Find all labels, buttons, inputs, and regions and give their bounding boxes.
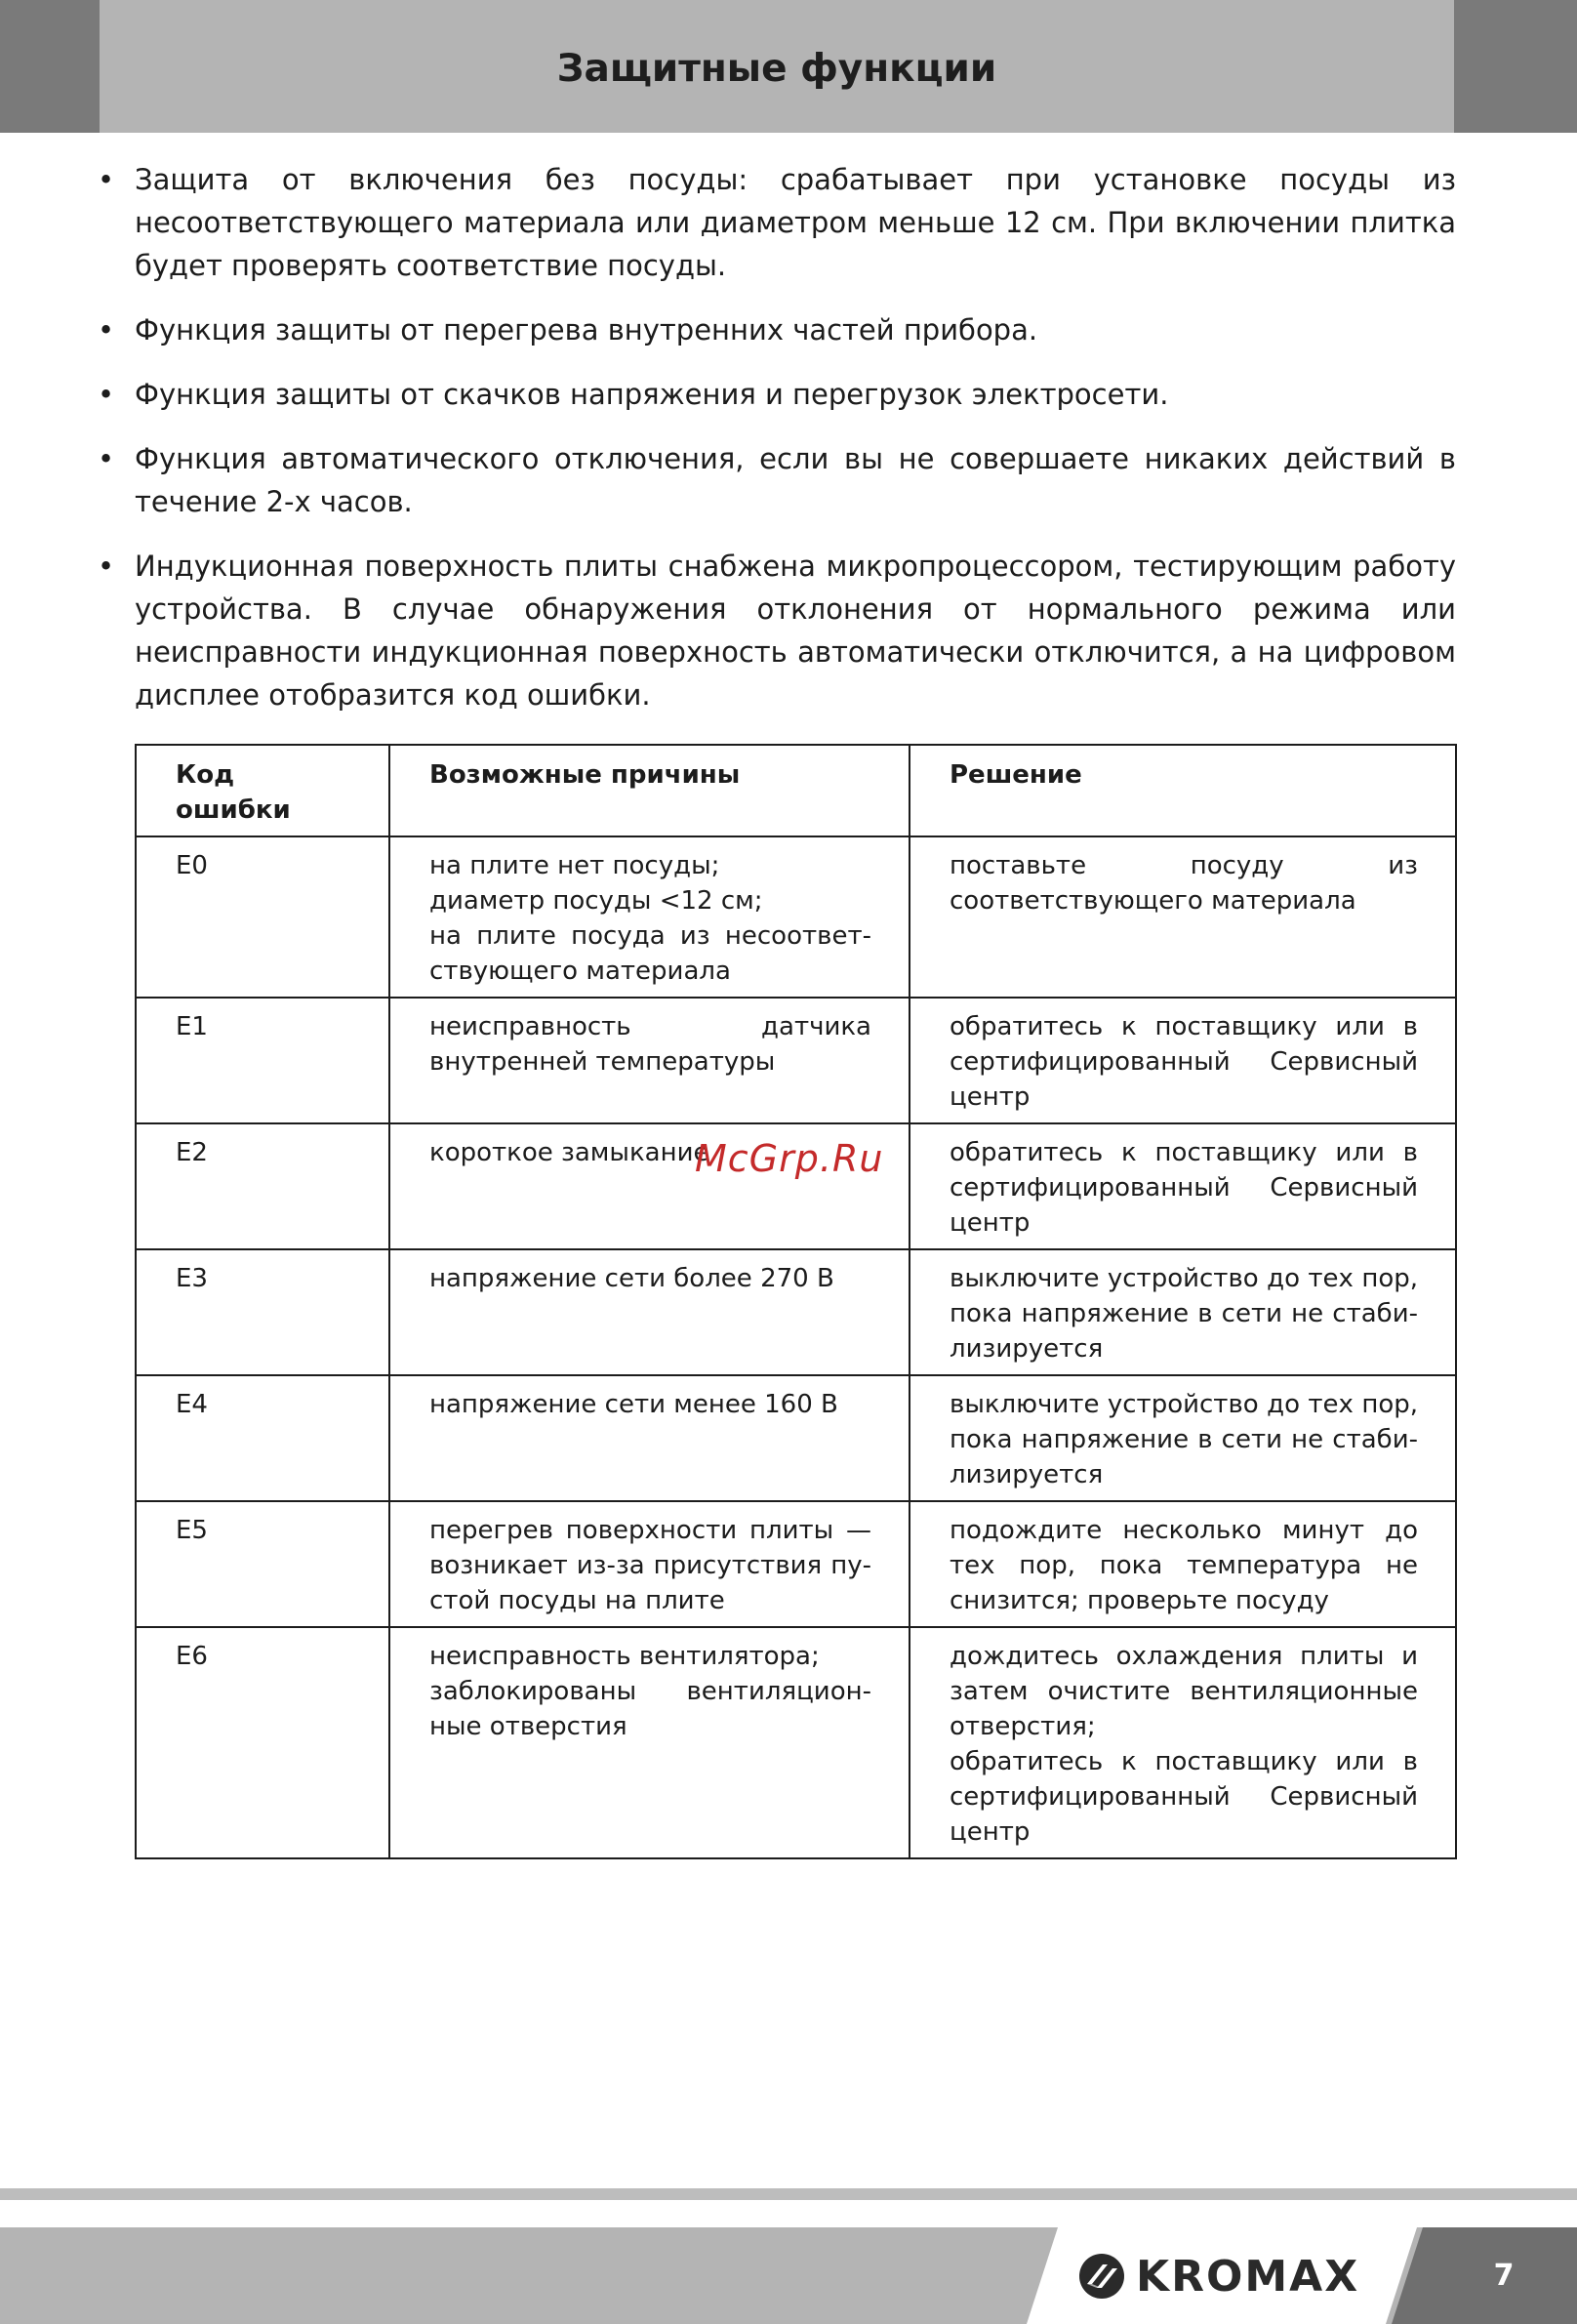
main-content [96, 158, 1456, 738]
causes-cell: напряжение сети менее 160 В [389, 1375, 910, 1501]
page-title: Защитные функции [556, 47, 997, 91]
column-header-causes: Возможные причины [389, 745, 910, 836]
watermark-text: McGrp.Ru [695, 1137, 884, 1180]
list-item: • Функция защиты от скачков напряжения и перегрузок электросети. [96, 373, 1456, 416]
table-header-row [136, 745, 1456, 836]
list-item: • Защита от включения без посуды: срабатывает при установке посуды из несоответствующего материала или диаметром меньше 12 см. При включении плитка будет проверять соответствие посуды. [96, 158, 1456, 287]
solution-cell: дождитесь охлаждения плиты и затем очистите вентиляционные отверстия; обратитесь к поставщику или в сертифицированный Сервисный центр [910, 1627, 1456, 1858]
bullet-list [96, 158, 1456, 716]
list-item: • Функция автоматического отключения, если вы не совершаете никаких действий в течение 2-х часов. [96, 437, 1456, 523]
header-right-block [1454, 0, 1577, 133]
causes-cell: на плите нет посуды; диаметр посуды <12 см; на плите посуда из несоответствующего материала [389, 836, 910, 998]
header-left-block [0, 0, 100, 133]
error-code-cell: E4 [136, 1375, 389, 1501]
error-code-cell: E3 [136, 1249, 389, 1375]
solution-cell: обратитесь к поставщику или в сертифицированный Сервисный центр [910, 1123, 1456, 1249]
causes-cell: неисправность вентилятора; заблокированы вентиляционные отверстия [389, 1627, 910, 1858]
solution-cell: обратитесь к поставщику или в сертифицированный Сервисный центр [910, 998, 1456, 1123]
bullet-icon: • [98, 550, 115, 583]
page-number: 7 [1493, 2259, 1515, 2293]
solution-cell: выключите устройство до тех пор, пока напряжение в сети не стабилизируется [910, 1249, 1456, 1375]
solution-cell: поставьте посуду из соответствующего материала [910, 836, 1456, 998]
causes-cell: перегрев поверхности плиты — возникает из-за присутствия пустой посуды на плите [389, 1501, 910, 1627]
column-header-solution: Решение [910, 745, 1456, 836]
kromax-logo-icon [1077, 2252, 1126, 2301]
table-row [136, 1627, 1456, 1858]
bullet-icon: • [98, 313, 115, 347]
error-code-cell: E2 [136, 1123, 389, 1249]
causes-cell: неисправность датчика внутренней температуры [389, 998, 910, 1123]
causes-cell: короткое замыкание [389, 1123, 910, 1249]
footer-divider [0, 2188, 1577, 2200]
bullet-icon: • [98, 442, 115, 475]
bullet-icon: • [98, 163, 115, 196]
error-code-cell: E1 [136, 998, 389, 1123]
table-row [136, 998, 1456, 1123]
bullet-icon: • [98, 378, 115, 411]
error-code-cell: E6 [136, 1627, 389, 1858]
solution-cell: выключите устройство до тех пор, пока напряжение в сети не стабилизируется [910, 1375, 1456, 1501]
table-row [136, 1501, 1456, 1627]
table-row [136, 836, 1456, 998]
table-row [136, 1249, 1456, 1375]
list-item: • Индукционная поверхность плиты снабжена микропроцессором, тестирующим работу устройства. В случае обнаружения отклонения от нормального режима или неисправности индукционная поверхность автоматически отключится, а на цифровом дисплее отобразится код ошибки. [96, 545, 1456, 716]
column-header-code: Код ошибки [136, 745, 389, 836]
solution-cell: подождите несколько минут до тех пор, пока температура не снизится; проверьте посуду [910, 1501, 1456, 1627]
error-code-cell: E5 [136, 1501, 389, 1627]
error-codes-table [135, 744, 1457, 1859]
causes-cell: напряжение сети более 270 В [389, 1249, 910, 1375]
error-code-cell: E0 [136, 836, 389, 998]
table-row [136, 1375, 1456, 1501]
brand-logo [1077, 2250, 1359, 2303]
brand-name: KROMAX [1136, 2251, 1360, 2302]
page-header [0, 0, 1577, 133]
list-item: • Функция защиты от перегрева внутренних частей прибора. [96, 308, 1456, 351]
